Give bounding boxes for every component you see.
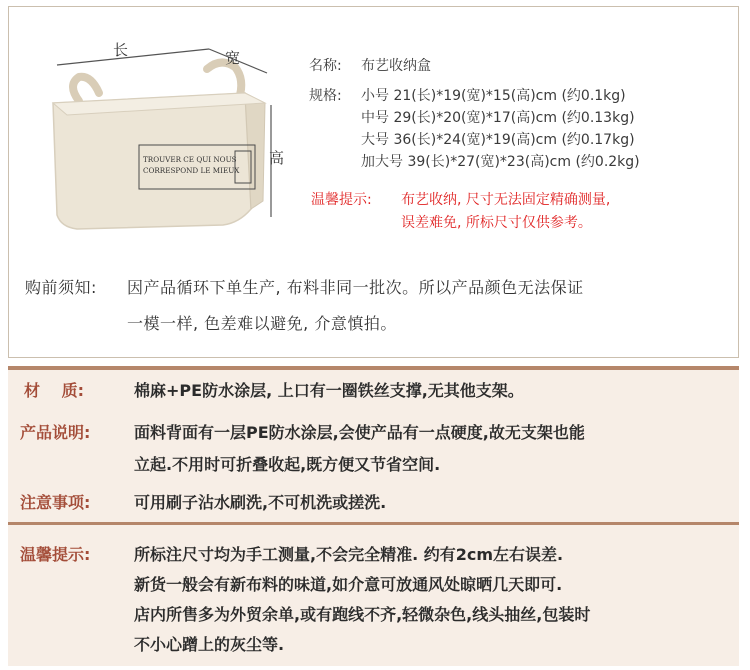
tip-label: 温馨提示:: [20, 545, 91, 564]
tip-line2: 新货一般会有新布料的味道,如介意可放通风处晾晒几天即可.: [134, 575, 563, 594]
spec-label: 规格:: [309, 88, 342, 104]
section-divider: [8, 522, 739, 525]
box-print-line1: TROUVER CE QUI NOUS: [143, 155, 237, 164]
product-details-panel: [8, 366, 739, 666]
material-label: 材 质:: [24, 381, 84, 400]
width-label: 宽: [225, 49, 241, 67]
warm-tip-label: 温馨提示:: [311, 192, 372, 208]
tip-line1: 所标注尺寸均为手工测量,不会完全精准. 约有2cm左右误差.: [134, 545, 564, 564]
material-text: 棉麻+PE防水涂层, 上口有一圈铁丝支撑,无其他支架。: [134, 381, 524, 400]
spec-small: 小号 21(长)*19(宽)*15(高)cm (约0.1kg): [361, 88, 626, 104]
box-print-line2: CORRESPOND LE MIEUX: [143, 166, 240, 175]
warm-tip-line2: 误差难免, 所标尺寸仅供参考。: [401, 215, 592, 231]
purchase-notice-line1: 因产品循环下单生产, 布料非同一批次。所以产品颜色无法保证: [127, 278, 584, 297]
storage-box-illustration: [39, 41, 309, 241]
description-line2: 立起.不用时可折叠收起,既方便又节省空间.: [134, 455, 441, 474]
description-label: 产品说明:: [20, 423, 91, 442]
tip-line4: 不小心蹭上的灰尘等.: [134, 635, 285, 654]
care-text: 可用刷子沾水刷洗,不可机洗或搓洗.: [134, 493, 387, 512]
product-name: 布艺收纳盒: [361, 58, 431, 74]
top-divider: [8, 366, 739, 370]
description-line1: 面料背面有一层PE防水涂层,会使产品有一点硬度,故无支架也能: [134, 423, 585, 442]
length-label: 长: [113, 41, 129, 59]
care-label: 注意事项:: [20, 493, 91, 512]
warm-tip-line1: 布艺收纳, 尺寸无法固定精确测量,: [401, 192, 611, 208]
spec-xlarge: 加大号 39(长)*27(宽)*23(高)cm (约0.2kg): [361, 154, 640, 170]
height-label: 高: [269, 149, 285, 167]
purchase-notice-line2: 一模一样, 色差难以避免, 介意慎拍。: [127, 314, 397, 333]
spec-medium: 中号 29(长)*20(宽)*17(高)cm (约0.13kg): [361, 110, 635, 126]
purchase-notice-label: 购前须知:: [25, 278, 97, 297]
product-info-panel: [8, 6, 739, 358]
name-label: 名称:: [309, 58, 342, 74]
spec-large: 大号 36(长)*24(宽)*19(高)cm (约0.17kg): [361, 132, 635, 148]
tip-line3: 店内所售多为外贸余单,或有跑线不齐,轻微杂色,线头抽丝,包装时: [134, 605, 591, 624]
